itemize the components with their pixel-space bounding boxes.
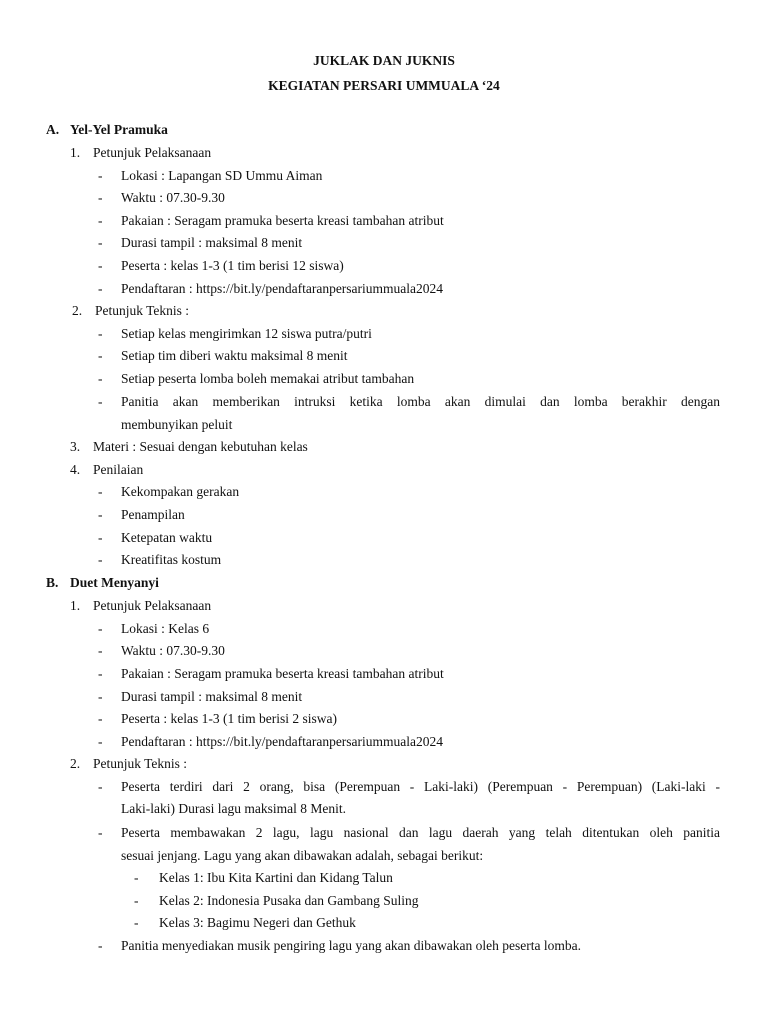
a-p3-label: Materi : Sesuai dengan kebutuhan kelas [93,439,308,454]
list-item-justified: Peserta terdiri dari 2 orang, bisa (Perempuan - Laki-laki) (Perempuan - Perempuan) (Laki-laki - [121,779,720,794]
dash: - [98,734,103,749]
sub-list-item: Kelas 3: Bagimu Negeri dan Gethuk [159,915,356,930]
list-item: Kekompakan gerakan [121,484,240,499]
dash: - [98,552,103,567]
a-p3-number: 3. [70,439,81,454]
list-item: Pakaian : Seragam pramuka beserta kreasi tambahan atribut [121,666,444,681]
dash: - [98,779,103,794]
list-item: Kreatifitas kostum [121,552,222,567]
b-p1-label: Petunjuk Pelaksanaan [93,598,212,613]
a-p2-number: 2. [72,303,83,318]
list-item: Peserta : kelas 1-3 (1 tim berisi 12 siswa) [121,258,344,273]
list-item-link: Pendaftaran : https://bit.ly/pendaftaranpersariummuala2024 [121,281,444,296]
dash: - [98,666,103,681]
section-b-letter: B. [46,575,59,590]
dash: - [98,711,103,726]
list-item: Pakaian : Seragam pramuka beserta kreasi tambahan atribut [121,213,444,228]
dash: - [98,190,103,205]
sub-dash: - [134,870,139,885]
list-item: Panitia menyediakan musik pengiring lagu yang akan dibawakan oleh peserta lomba. [121,938,581,953]
dash: - [98,348,103,363]
list-item-justified: Peserta membawakan 2 lagu, lagu nasional dan lagu daerah yang telah ditentukan oleh panitia [121,825,720,840]
section-a-title: Yel-Yel Pramuka [70,122,168,137]
dash: - [98,281,103,296]
list-item: Lokasi : Lapangan SD Ummu Aiman [121,168,323,183]
dash: - [98,621,103,636]
list-item: Durasi tampil : maksimal 8 menit [121,689,303,704]
list-item: Ketepatan waktu [121,530,213,545]
list-item: Setiap kelas mengirimkan 12 siswa putra/putri [121,326,372,341]
dash: - [98,235,103,250]
dash: - [98,394,103,409]
sub-dash: - [134,915,139,930]
section-b-title: Duet Menyanyi [70,575,159,590]
list-item-continuation: membunyikan peluit [121,417,233,432]
a-p2-label: Petunjuk Teknis : [95,303,190,318]
list-item-justified: Panitia akan memberikan intruksi ketika lomba akan dimulai dan lomba berakhir dengan [121,394,720,409]
list-item-continuation: Laki-laki) Durasi lagu maksimal 8 Menit. [121,801,346,816]
list-item-link: Pendaftaran : https://bit.ly/pendaftaranpersariummuala2024 [121,734,444,749]
list-item: Waktu : 07.30-9.30 [121,190,225,205]
sub-dash: - [134,893,139,908]
a-p4-label: Penilaian [93,462,144,477]
dash: - [98,326,103,341]
list-item: Penampilan [121,507,185,522]
sub-list-item: Kelas 1: Ibu Kita Kartini dan Kidang Talun [159,870,393,885]
dash: - [98,507,103,522]
a-p1-label: Petunjuk Pelaksanaan [93,145,212,160]
dash: - [98,213,103,228]
dash: - [98,530,103,545]
list-item: Lokasi : Kelas 6 [121,621,210,636]
dash: - [98,643,103,658]
dash: - [98,938,103,953]
list-item: Waktu : 07.30-9.30 [121,643,225,658]
doc-subtitle: KEGIATAN PERSARI UMMUALA ‘24 [268,78,500,93]
b-p2-number: 2. [70,756,81,771]
list-item-continuation: sesuai jenjang. Lagu yang akan dibawakan adalah, sebagai berikut: [121,848,484,863]
list-item: Peserta : kelas 1-3 (1 tim berisi 2 siswa) [121,711,337,726]
dash: - [98,371,103,386]
list-item: Setiap peserta lomba boleh memakai atribut tambahan [121,371,415,386]
dash: - [98,168,103,183]
doc-title: JUKLAK DAN JUKNIS [313,53,455,68]
a-p4-number: 4. [70,462,81,477]
b-p2-label: Petunjuk Teknis : [93,756,188,771]
a-p1-number: 1. [70,145,81,160]
dash: - [98,484,103,499]
dash: - [98,825,103,840]
b-p1-number: 1. [70,598,81,613]
list-item: Durasi tampil : maksimal 8 menit [121,235,303,250]
dash: - [98,258,103,273]
dash: - [98,689,103,704]
section-a-letter: A. [46,122,60,137]
sub-list-item: Kelas 2: Indonesia Pusaka dan Gambang Suling [159,893,419,908]
list-item: Setiap tim diberi waktu maksimal 8 menit [121,348,348,363]
